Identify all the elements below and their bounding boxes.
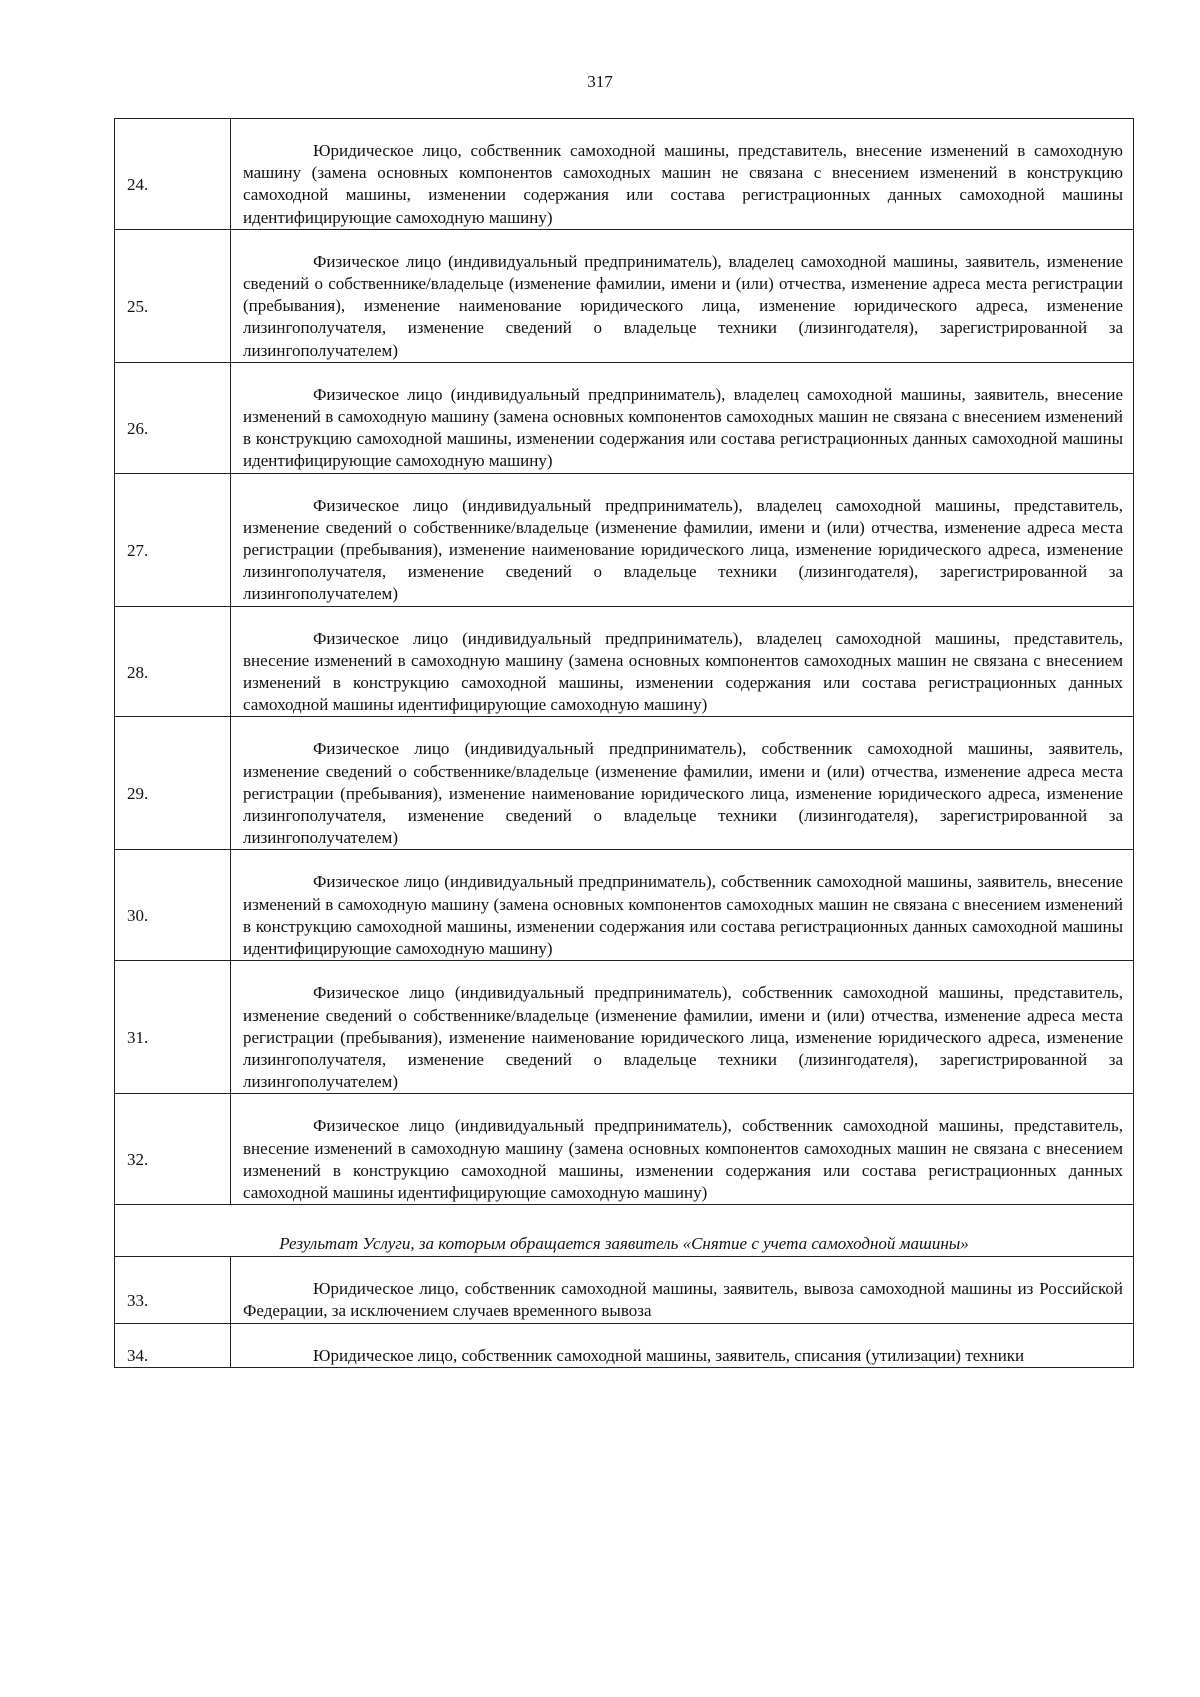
row-number: 29. <box>127 784 149 804</box>
table-row <box>115 119 1134 230</box>
row-description-cell <box>231 229 1134 362</box>
row-number-cell <box>115 606 231 717</box>
row-number: 30. <box>127 906 149 926</box>
row-number-cell <box>115 961 231 1094</box>
table-row <box>115 229 1134 362</box>
row-description: Юридическое лицо, собственник самоходной машины, заявитель, вывоза самоходной машины из Российской Федерации, за исключением случаев временного вывоза <box>243 1279 1123 1321</box>
row-number-cell <box>115 362 231 473</box>
row-description-cell <box>231 717 1134 850</box>
row-description: Физическое лицо (индивидуальный предприниматель), владелец самоходной машины, представитель, изменение сведений о собственнике/владельце (изменение фамилии, имени и (или) отчества, изменение адреса места регистрации (пребывания), изменение наименование юридического лица, изменение юридического адреса, изменение лизингополучателя, изменение сведений о владельце техники (лизингодателя), зарегистрированной за лизингополучателем) <box>243 495 1123 604</box>
page-number: 317 <box>587 72 613 91</box>
row-description: Физическое лицо (индивидуальный предприниматель), владелец самоходной машины, заявитель, изменение сведений о собственнике/владельце (изменение фамилии, имени и (или) отчества, изменение адреса места регистрации (пребывания), изменение наименование юридического лица, изменение юридического адреса, изменение лизингополучателя, изменение сведений о владельце техники (лизингодателя), зарегистрированной за лизингополучателем) <box>243 251 1123 360</box>
row-description-cell <box>231 850 1134 961</box>
row-description: Юридическое лицо, собственник самоходной машины, заявитель, списания (утилизации) техники <box>313 1345 1025 1365</box>
section-heading: Результат Услуги, за которым обращается заявитель «Снятие с учета самоходной машины» <box>115 1205 1134 1257</box>
table-row <box>115 606 1134 717</box>
row-number: 27. <box>127 540 149 560</box>
row-number-cell <box>115 119 231 230</box>
row-description-cell <box>231 961 1134 1094</box>
row-description: Физическое лицо (индивидуальный предприниматель), собственник самоходной машины, заявитель, внесение изменений в самоходную машину (замена основных компонентов самоходных машин не связана с внесением изменений в конструкцию самоходной машины, изменении содержания или состава регистрационных данных самоходной машины идентифицирующие самоходную машину) <box>243 872 1123 959</box>
table-row <box>115 961 1134 1094</box>
row-number: 31. <box>127 1028 149 1048</box>
table-row <box>115 362 1134 473</box>
row-number-cell <box>115 229 231 362</box>
row-number: 26. <box>127 418 149 438</box>
row-description-cell <box>231 119 1134 230</box>
table-row <box>115 1257 1134 1323</box>
row-number-cell <box>115 717 231 850</box>
row-description: Физическое лицо (индивидуальный предприниматель), владелец самоходной машины, заявитель, внесение изменений в самоходную машину (замена основных компонентов самоходных машин не связана с внесением изменений в конструкцию самоходной машины, изменении содержания или состава регистрационных данных самоходной машины идентифицирующие самоходную машину) <box>243 384 1123 471</box>
row-description-cell <box>231 1257 1134 1323</box>
row-description: Физическое лицо (индивидуальный предприниматель), владелец самоходной машины, представитель, внесение изменений в самоходную машину (замена основных компонентов самоходных машин не связана с внесением изменений в конструкцию самоходной машины, изменении содержания или состава регистрационных данных самоходной машины идентифицирующие самоходную машину) <box>243 628 1123 715</box>
section-heading-row <box>115 1205 1134 1257</box>
row-description: Физическое лицо (индивидуальный предприниматель), собственник самоходной машины, представитель, внесение изменений в самоходную машину (замена основных компонентов самоходных машин не связана с внесением изменений в конструкцию самоходной машины, изменении содержания или состава регистрационных данных самоходной машины идентифицирующие самоходную машину) <box>243 1116 1123 1202</box>
table-row <box>115 1323 1134 1367</box>
row-description-cell <box>231 1094 1134 1205</box>
row-description-cell <box>231 606 1134 717</box>
applicant-variants-table <box>114 118 1134 1368</box>
row-number-cell <box>115 1323 231 1367</box>
row-number: 25. <box>127 296 149 316</box>
row-description-cell <box>231 473 1134 606</box>
row-number-cell <box>115 1257 231 1323</box>
row-number-cell <box>115 473 231 606</box>
table-row <box>115 717 1134 850</box>
table-row <box>115 473 1134 606</box>
row-number: 33. <box>127 1290 149 1310</box>
table-row <box>115 1094 1134 1205</box>
row-number-cell <box>115 850 231 961</box>
row-number: 28. <box>127 662 149 682</box>
row-description-cell <box>231 1323 1134 1367</box>
row-number: 32. <box>127 1150 149 1170</box>
table-row <box>115 850 1134 961</box>
row-description: Физическое лицо (индивидуальный предприниматель), собственник самоходной машины, заявитель, изменение сведений о собственнике/владельце (изменение фамилии, имени и (или) отчества, изменение адреса места регистрации (пребывания), изменение наименование юридического лица, изменение юридического адреса, изменение лизингополучателя, изменение сведений о владельце техники (лизингодателя), зарегистрированной за лизингополучателем) <box>243 739 1123 848</box>
row-description: Юридическое лицо, собственник самоходной машины, представитель, внесение изменений в самоходную машину (замена основных компонентов самоходных машин не связана с внесением изменений в конструкцию самоходной машины, изменении содержания или состава регистрационных данных самоходной машины идентифицирующие самоходную машину) <box>243 141 1123 227</box>
row-number-cell <box>115 1094 231 1205</box>
row-number: 34. <box>127 1346 149 1366</box>
row-number: 24. <box>127 174 149 194</box>
row-description: Физическое лицо (индивидуальный предприниматель), собственник самоходной машины, представитель, изменение сведений о собственнике/владельце (изменение фамилии, имени и (или) отчества, изменение адреса места регистрации (пребывания), изменение наименование юридического лица, изменение юридического адреса, изменение лизингополучателя, изменение сведений о владельце техники (лизингодателя), зарегистрированной за лизингополучателем) <box>243 983 1123 1092</box>
row-description-cell <box>231 362 1134 473</box>
